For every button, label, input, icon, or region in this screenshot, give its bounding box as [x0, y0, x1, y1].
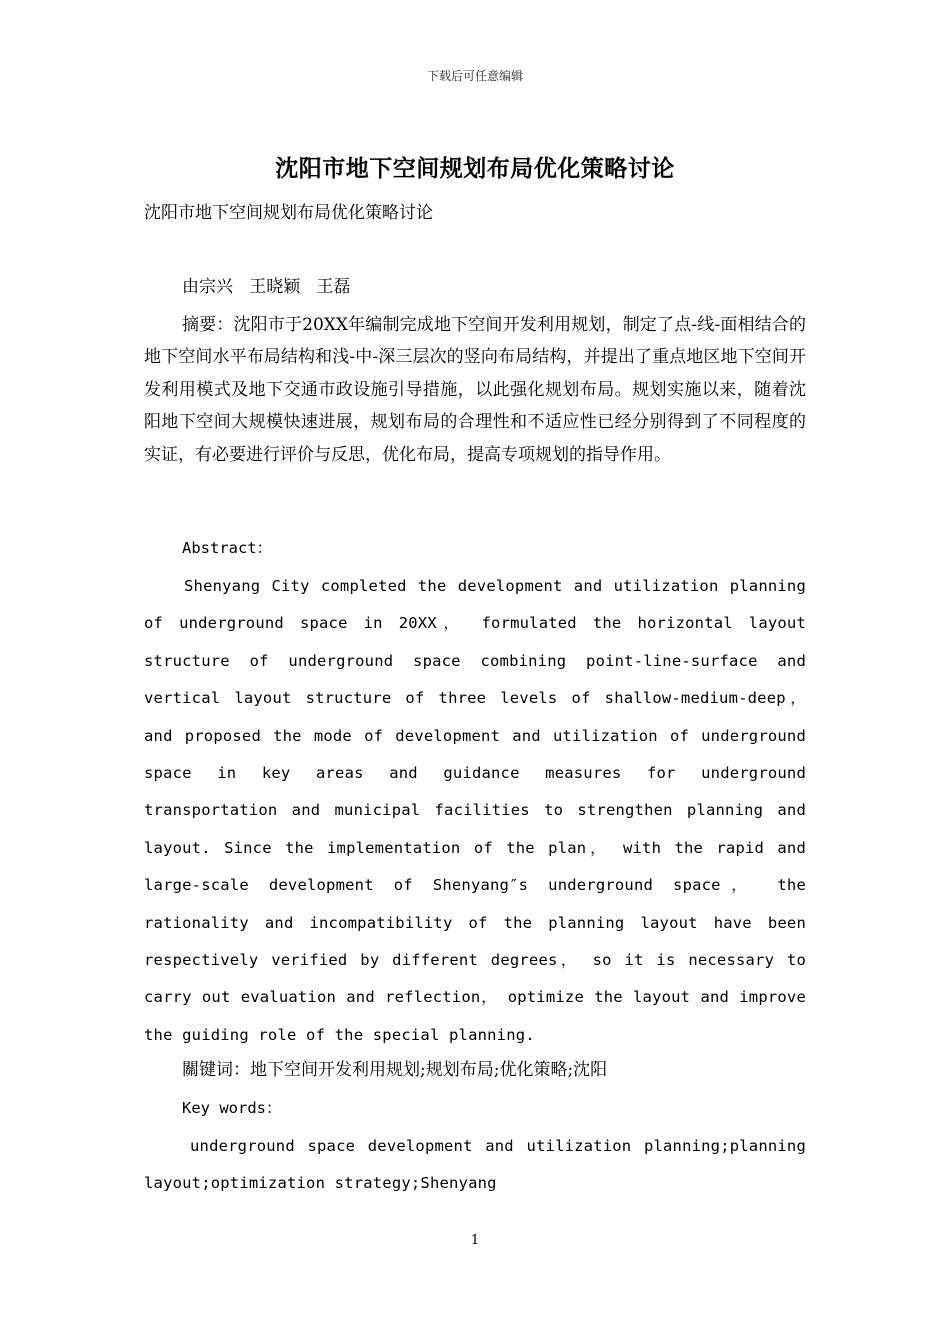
page-number: 1 [470, 1233, 480, 1248]
keywords-label: Key words： [182, 1099, 282, 1117]
authors-line: 由宗兴 王晓颖 王磊 [182, 277, 351, 297]
keywords-english: underground space development and utilization planning;planning layout;optimization strategy;Shenyang [144, 1137, 806, 1193]
abstract-english: Shenyang City completed the development and utilization planning of underground space in 20XX， formulated the horizontal layout structure of underground space combining point-line-surface and vertical layout structure of three levels of shallow-medium-deep， and proposed the mode of development and utilization of underground space in key areas and guidance measures for underground transportation and municipal facilities to strengthen planning and layout. Since the implementation of the plan， with the rapid and large-scale development of Shenyang″s underground space， the rationality and incompatibility of the planning layout have been respectively verified by different degrees， so it is necessary to carry out evaluation and reflection， optimize the layout and improve the guiding role of the special planning. [144, 577, 806, 1044]
header-note: 下载后可任意编辑 [426, 69, 523, 83]
document-subtitle: 沈阳市地下空间规划布局优化策略讨论 [144, 203, 433, 223]
keywords-chinese: 關键词：地下空间开发利用规划;规划布局;优化策略;沈阳 [182, 1060, 608, 1080]
abstract-chinese: 摘要：沈阳市于20XX年编制完成地下空间开发利用规划，制定了点-线-面相结合的地下空间水平布局结构和浅-中-深三层次的竖向布局结构，并提出了重点地区地下空间开发利用模式及地下交通市政设施引导措施，以此强化规划布局。规划实施以来，随着沈阳地下空间大规模快速进展，规划布局的合理性和不适应性已经分别得到了不同程度的实证，有必要进行评价与反思，优化布局，提高专项规划的指导作用。 [144, 315, 806, 465]
document-title: 沈阳市地下空间规划布局优化策略讨论 [275, 155, 675, 182]
abstract-label: Abstract： [182, 539, 273, 557]
